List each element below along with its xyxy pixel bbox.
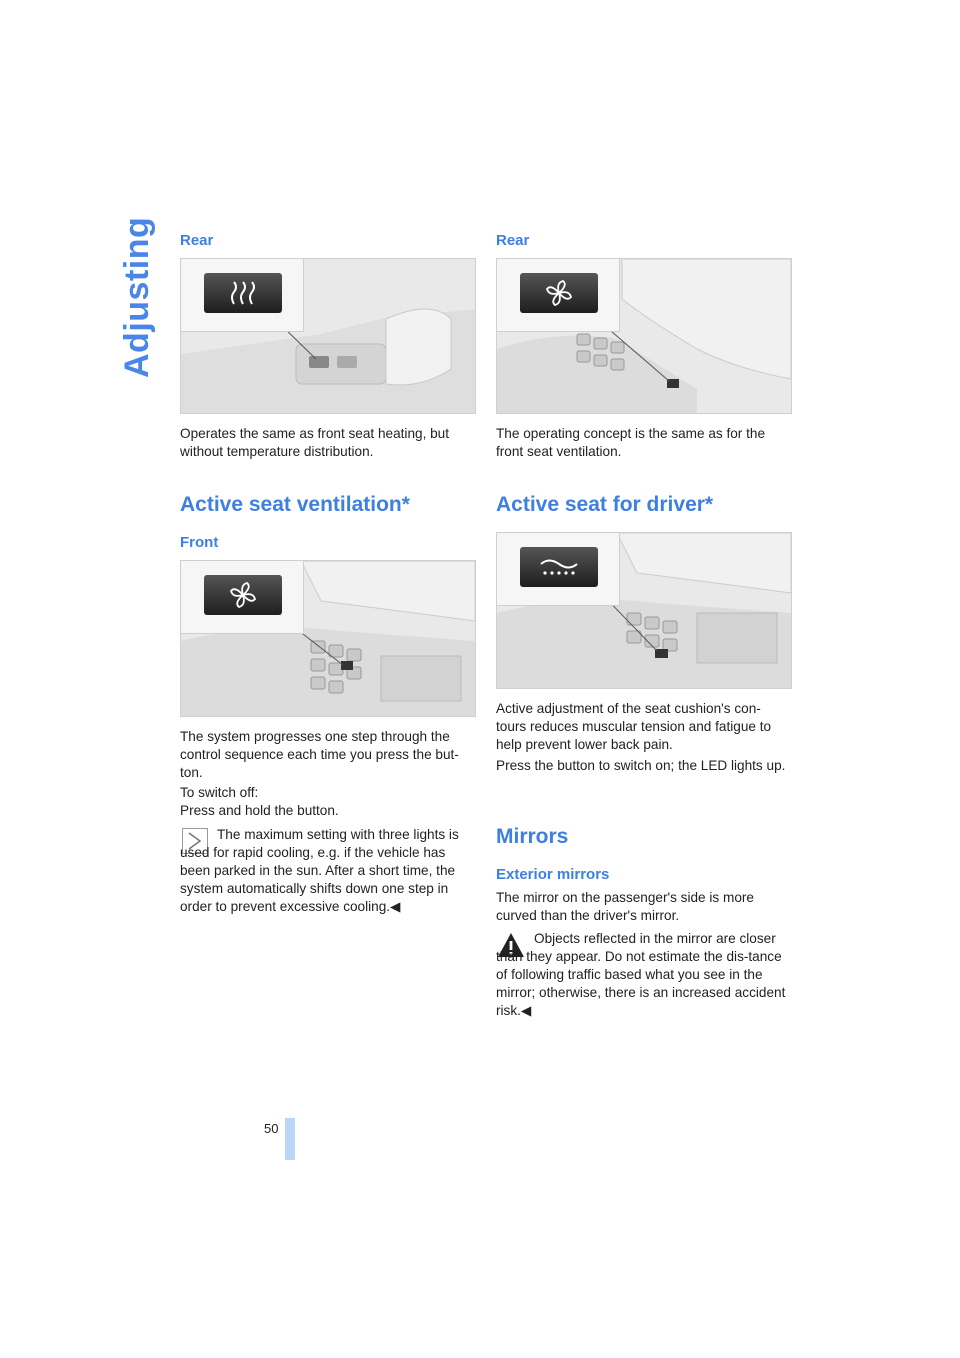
rear-seat-heating-figure xyxy=(180,258,476,414)
ventilation-button xyxy=(204,575,282,615)
exterior-mirrors-text: The mirror on the passenger's side is more curved than the driver's mirror. xyxy=(496,890,754,923)
switch-off-text: Press and hold the button. xyxy=(180,803,339,818)
mirrors-title: Mirrors xyxy=(496,825,569,848)
seat-heating-icon xyxy=(226,280,260,306)
left-rear-heading: Rear xyxy=(180,232,214,249)
active-seat-button xyxy=(520,547,598,587)
ventilation-title: Active seat ventilation* xyxy=(180,493,410,516)
rear-ventilation-figure xyxy=(496,258,792,414)
side-title: Adjusting xyxy=(118,216,156,378)
switch-off-label: To switch off: xyxy=(180,785,259,800)
ventilation-button xyxy=(520,273,598,313)
page-number: 50 xyxy=(264,1121,279,1136)
button-inset xyxy=(181,259,304,332)
left-rear-text: Operates the same as front seat heating, but without temperature distribution. xyxy=(180,426,450,459)
button-inset xyxy=(497,259,620,332)
right-rear-heading: Rear xyxy=(496,232,530,249)
front-heading: Front xyxy=(180,534,219,551)
button-inset xyxy=(497,533,620,606)
active-seat-icon xyxy=(539,556,579,578)
fan-icon xyxy=(544,278,574,308)
note-text: The maximum setting with three lights is used for rapid cooling, e.g. if the vehicle has been parked in the sun. After a short time, the system automatically shifts down one step in order to prevent excessive cooling.◀ xyxy=(180,827,459,914)
warning-text: Objects reflected in the mirror are closer than they appear. Do not estimate the dis-tance of following traffic based what you see in the mirror; otherwise, there is an increased accident risk.◀ xyxy=(496,931,786,1018)
active-seat-switch-text: Press the button to switch on; the LED lights up. xyxy=(496,758,786,773)
fan-icon xyxy=(228,580,258,610)
button-inset xyxy=(181,561,304,634)
active-seat-figure xyxy=(496,532,792,689)
seat-heating-button xyxy=(204,273,282,313)
exterior-mirrors-heading: Exterior mirrors xyxy=(496,866,610,883)
active-seat-title: Active seat for driver* xyxy=(496,493,714,516)
right-rear-text: The operating concept is the same as for the front seat ventilation. xyxy=(496,426,766,459)
page-bar xyxy=(285,1118,295,1160)
active-seat-text: Active adjustment of the seat cushion's con-tours reduces muscular tension and fatigue to help prevent lower back pain. xyxy=(496,701,772,752)
front-text: The system progresses one step through the control sequence each time you press the but-ton. xyxy=(180,729,459,780)
front-ventilation-figure xyxy=(180,560,476,717)
